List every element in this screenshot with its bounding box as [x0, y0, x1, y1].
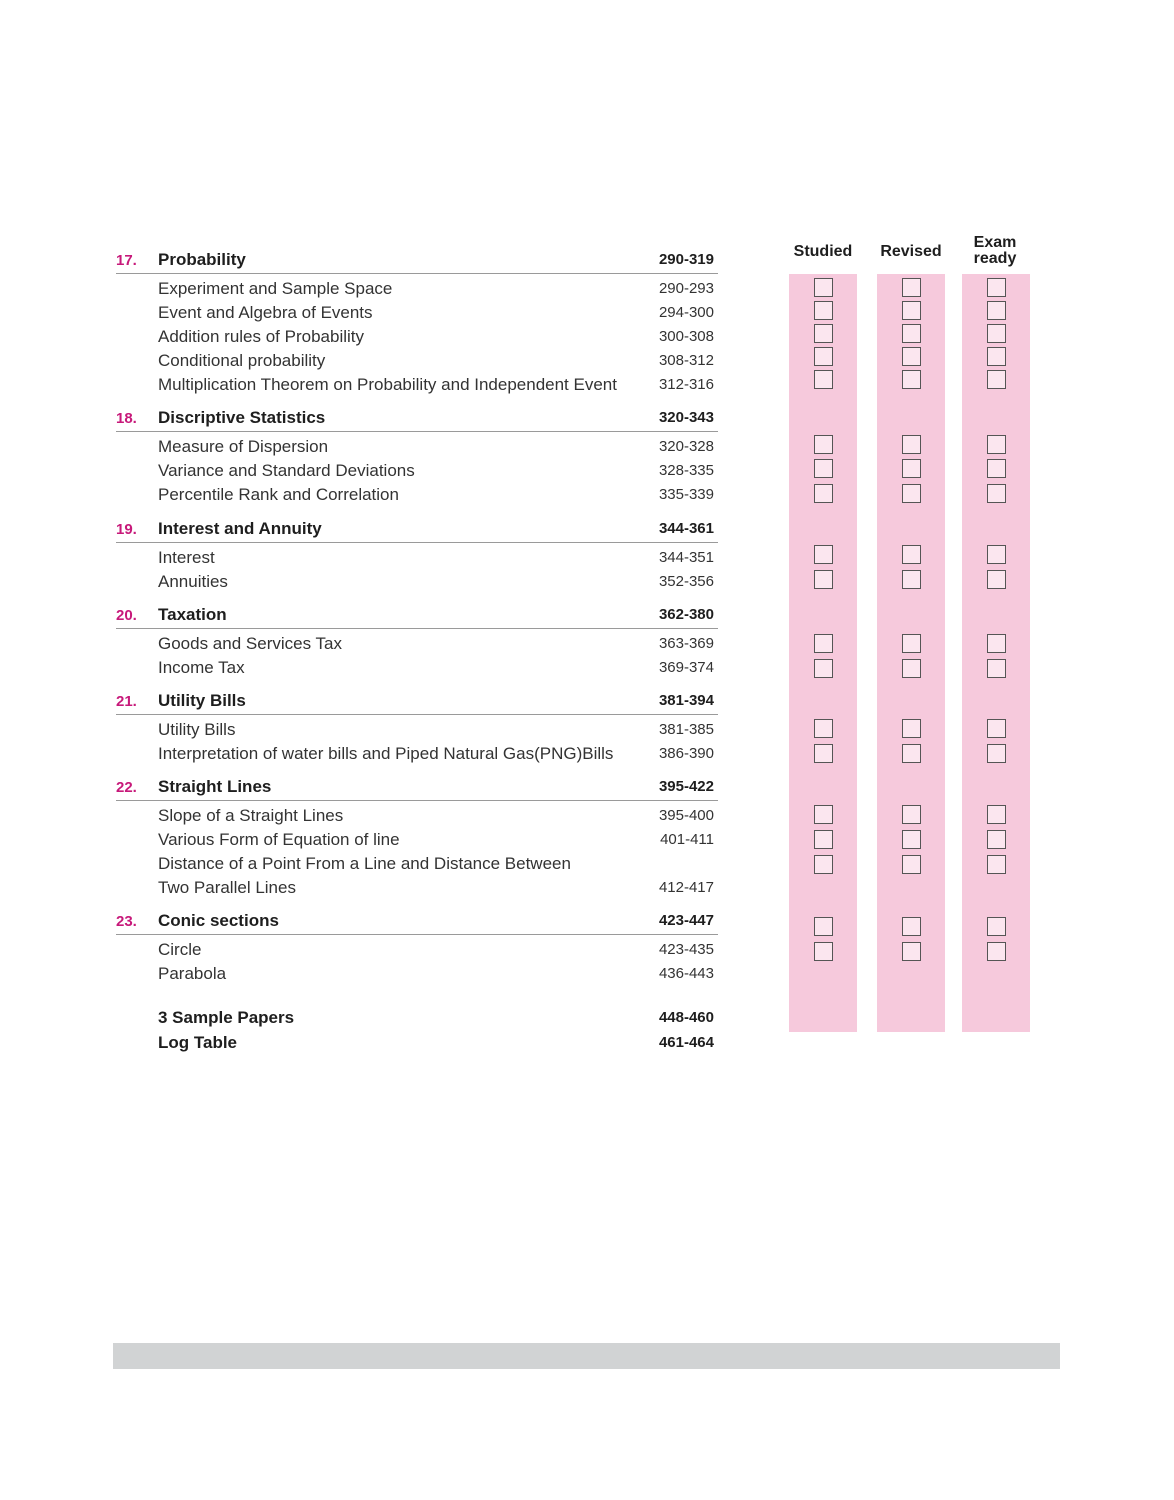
revised-checkbox[interactable] — [902, 659, 921, 678]
exam-ready-checkbox[interactable] — [987, 484, 1006, 503]
topic-title: Percentile Rank and Correlation — [158, 485, 399, 504]
revised-column-header: Revised — [880, 243, 942, 260]
chapter-title: Discriptive Statistics — [158, 408, 326, 427]
revised-checkbox[interactable] — [902, 347, 921, 366]
topic-row — [116, 375, 718, 399]
chapter-pages: 395-422 — [658, 778, 714, 795]
chapter-number: 23. — [116, 913, 137, 930]
topic-pages: 395-400 — [658, 807, 714, 824]
chapter-heading — [116, 250, 718, 274]
revised-checkbox[interactable] — [902, 805, 921, 824]
footer-bar — [113, 1343, 1060, 1369]
chapter-number: 19. — [116, 521, 137, 538]
revised-checkbox[interactable] — [902, 830, 921, 849]
topic-row — [116, 744, 718, 768]
exam-ready-checkbox[interactable] — [987, 459, 1006, 478]
studied-checkbox[interactable] — [814, 634, 833, 653]
revised-checkbox[interactable] — [902, 634, 921, 653]
revised-checkbox[interactable] — [902, 570, 921, 589]
revised-checkbox[interactable] — [902, 942, 921, 961]
topic-pages: 312-316 — [658, 376, 714, 393]
revised-checkbox[interactable] — [902, 484, 921, 503]
chapter-pages: 290-319 — [658, 251, 714, 268]
chapter-number: 18. — [116, 410, 137, 427]
exam-ready-checkbox[interactable] — [987, 805, 1006, 824]
studied-checkbox[interactable] — [814, 917, 833, 936]
topic-pages: 335-339 — [658, 486, 714, 503]
topic-row — [116, 279, 718, 303]
topic-pages: 386-390 — [658, 745, 714, 762]
exam-ready-checkbox[interactable] — [987, 347, 1006, 366]
topic-title: Interest — [158, 548, 215, 567]
topic-pages: 308-312 — [658, 352, 714, 369]
studied-checkbox[interactable] — [814, 855, 833, 874]
chapter-divider — [116, 542, 718, 543]
revised-checkbox[interactable] — [902, 435, 921, 454]
studied-checkbox[interactable] — [814, 570, 833, 589]
revised-checkbox[interactable] — [902, 324, 921, 343]
extra-title: Log Table — [158, 1033, 238, 1052]
revised-checkbox[interactable] — [902, 545, 921, 564]
chapter-title: Taxation — [158, 605, 227, 624]
studied-checkbox[interactable] — [814, 484, 833, 503]
topic-row — [116, 461, 718, 485]
chapter-pages: 423-447 — [658, 912, 714, 929]
topic-pages: 412-417 — [658, 879, 714, 896]
revised-checkbox[interactable] — [902, 855, 921, 874]
revised-checkbox[interactable] — [902, 744, 921, 763]
chapter-number: 17. — [116, 252, 137, 269]
topic-row — [116, 964, 718, 988]
topic-row — [116, 854, 718, 878]
studied-checkbox[interactable] — [814, 719, 833, 738]
chapter-divider — [116, 714, 718, 715]
topic-title: Circle — [158, 940, 202, 959]
exam-ready-checkbox[interactable] — [987, 278, 1006, 297]
studied-checkbox[interactable] — [814, 347, 833, 366]
chapter-heading — [116, 519, 718, 543]
chapter-title: Straight Lines — [158, 777, 272, 796]
topic-row — [116, 806, 718, 830]
topic-pages: 363-369 — [658, 635, 714, 652]
revised-checkbox[interactable] — [902, 917, 921, 936]
studied-checkbox[interactable] — [814, 659, 833, 678]
chapter-title: Conic sections — [158, 911, 279, 930]
topic-row — [116, 830, 718, 854]
chapter-pages: 381-394 — [658, 692, 714, 709]
studied-checkbox[interactable] — [814, 435, 833, 454]
topic-row — [116, 940, 718, 964]
extra-title: 3 Sample Papers — [158, 1008, 295, 1027]
topic-title: Event and Algebra of Events — [158, 303, 373, 322]
studied-checkbox[interactable] — [814, 830, 833, 849]
chapter-number: 21. — [116, 693, 137, 710]
exam-ready-checkbox[interactable] — [987, 917, 1006, 936]
topic-title: Parabola — [158, 964, 227, 983]
topic-title: Slope of a Straight Lines — [158, 806, 344, 825]
chapter-heading — [116, 691, 718, 715]
topic-row — [116, 303, 718, 327]
chapter-heading — [116, 408, 718, 432]
extra-pages: 461-464 — [658, 1034, 714, 1051]
topic-title: Two Parallel Lines — [158, 878, 296, 897]
topic-title: Variance and Standard Deviations — [158, 461, 415, 480]
chapter-divider — [116, 431, 718, 432]
topic-pages: 344-351 — [658, 549, 714, 566]
exam-ready-checkbox[interactable] — [987, 659, 1006, 678]
exam-ready-checkbox[interactable] — [987, 435, 1006, 454]
chapter-number: 20. — [116, 607, 137, 624]
chapter-heading — [116, 911, 718, 935]
chapter-divider — [116, 800, 718, 801]
exam-ready-checkbox[interactable] — [987, 719, 1006, 738]
studied-checkbox[interactable] — [814, 545, 833, 564]
chapter-pages: 344-361 — [658, 520, 714, 537]
extra-pages: 448-460 — [658, 1009, 714, 1026]
topic-title: Addition rules of Probability — [158, 327, 365, 346]
studied-column-header: Studied — [793, 243, 853, 260]
topic-pages: 328-335 — [658, 462, 714, 479]
extra-row — [116, 1008, 718, 1032]
exam-ready-checkbox[interactable] — [987, 370, 1006, 389]
revised-checkbox[interactable] — [902, 301, 921, 320]
chapter-title: Interest and Annuity — [158, 519, 322, 538]
studied-checkbox[interactable] — [814, 278, 833, 297]
topic-pages: 294-300 — [658, 304, 714, 321]
topic-title: Goods and Services Tax — [158, 634, 342, 653]
topic-pages: 352-356 — [658, 573, 714, 590]
chapter-title: Probability — [158, 250, 246, 269]
exam-ready-checkbox[interactable] — [987, 855, 1006, 874]
topic-pages: 423-435 — [658, 941, 714, 958]
topic-pages: 381-385 — [658, 721, 714, 738]
topic-title: Interpretation of water bills and Piped Natural Gas(PNG)Bills — [158, 744, 614, 763]
topic-row — [116, 327, 718, 351]
topic-row — [116, 720, 718, 744]
topic-pages: 300-308 — [658, 328, 714, 345]
chapter-pages: 320-343 — [658, 409, 714, 426]
topic-title: Measure of Dispersion — [158, 437, 329, 456]
exam-ready-checkbox[interactable] — [987, 830, 1006, 849]
studied-checkbox[interactable] — [814, 370, 833, 389]
topic-title: Experiment and Sample Space — [158, 279, 393, 298]
chapter-divider — [116, 628, 718, 629]
studied-checkbox[interactable] — [814, 459, 833, 478]
chapter-divider — [116, 273, 718, 274]
topic-pages: 401-411 — [660, 831, 714, 848]
exam-ready-checkbox[interactable] — [987, 942, 1006, 961]
topic-row — [116, 658, 718, 682]
chapter-heading — [116, 777, 718, 801]
topic-pages: 320-328 — [658, 438, 714, 455]
topic-row — [116, 572, 718, 596]
studied-checkbox[interactable] — [814, 942, 833, 961]
studied-checkbox[interactable] — [814, 324, 833, 343]
revised-checkbox[interactable] — [902, 370, 921, 389]
topic-title: Utility Bills — [158, 720, 236, 739]
topic-title: Annuities — [158, 572, 228, 591]
topic-row — [116, 548, 718, 572]
chapter-number: 22. — [116, 779, 137, 796]
revised-checkbox[interactable] — [902, 459, 921, 478]
topic-row — [116, 437, 718, 461]
topic-title: Distance of a Point From a Line and Distance Between — [158, 854, 571, 873]
topic-pages: 369-374 — [658, 659, 714, 676]
topic-row — [116, 878, 718, 902]
revised-checkbox[interactable] — [902, 278, 921, 297]
topic-title: Conditional probability — [158, 351, 326, 370]
chapter-pages: 362-380 — [658, 606, 714, 623]
exam-ready-column-header: Exam ready — [973, 234, 1017, 267]
chapter-title: Utility Bills — [158, 691, 246, 710]
topic-row — [116, 351, 718, 375]
studied-checkbox[interactable] — [814, 301, 833, 320]
exam-ready-checkbox[interactable] — [987, 570, 1006, 589]
exam-ready-checkbox[interactable] — [987, 744, 1006, 763]
topic-pages: 290-293 — [658, 280, 714, 297]
studied-checkbox[interactable] — [814, 744, 833, 763]
exam-ready-checkbox[interactable] — [987, 545, 1006, 564]
topic-row — [116, 634, 718, 658]
extra-row — [116, 1033, 718, 1057]
topic-title: Income Tax — [158, 658, 245, 677]
exam-ready-checkbox[interactable] — [987, 634, 1006, 653]
topic-title: Multiplication Theorem on Probability and Independent Event — [158, 375, 617, 394]
exam-ready-checkbox[interactable] — [987, 301, 1006, 320]
studied-checkbox[interactable] — [814, 805, 833, 824]
chapter-divider — [116, 934, 718, 935]
topic-pages: 436-443 — [658, 965, 714, 982]
chapter-heading — [116, 605, 718, 629]
topic-row — [116, 485, 718, 509]
revised-checkbox[interactable] — [902, 719, 921, 738]
topic-title: Various Form of Equation of line — [158, 830, 400, 849]
exam-ready-checkbox[interactable] — [987, 324, 1006, 343]
